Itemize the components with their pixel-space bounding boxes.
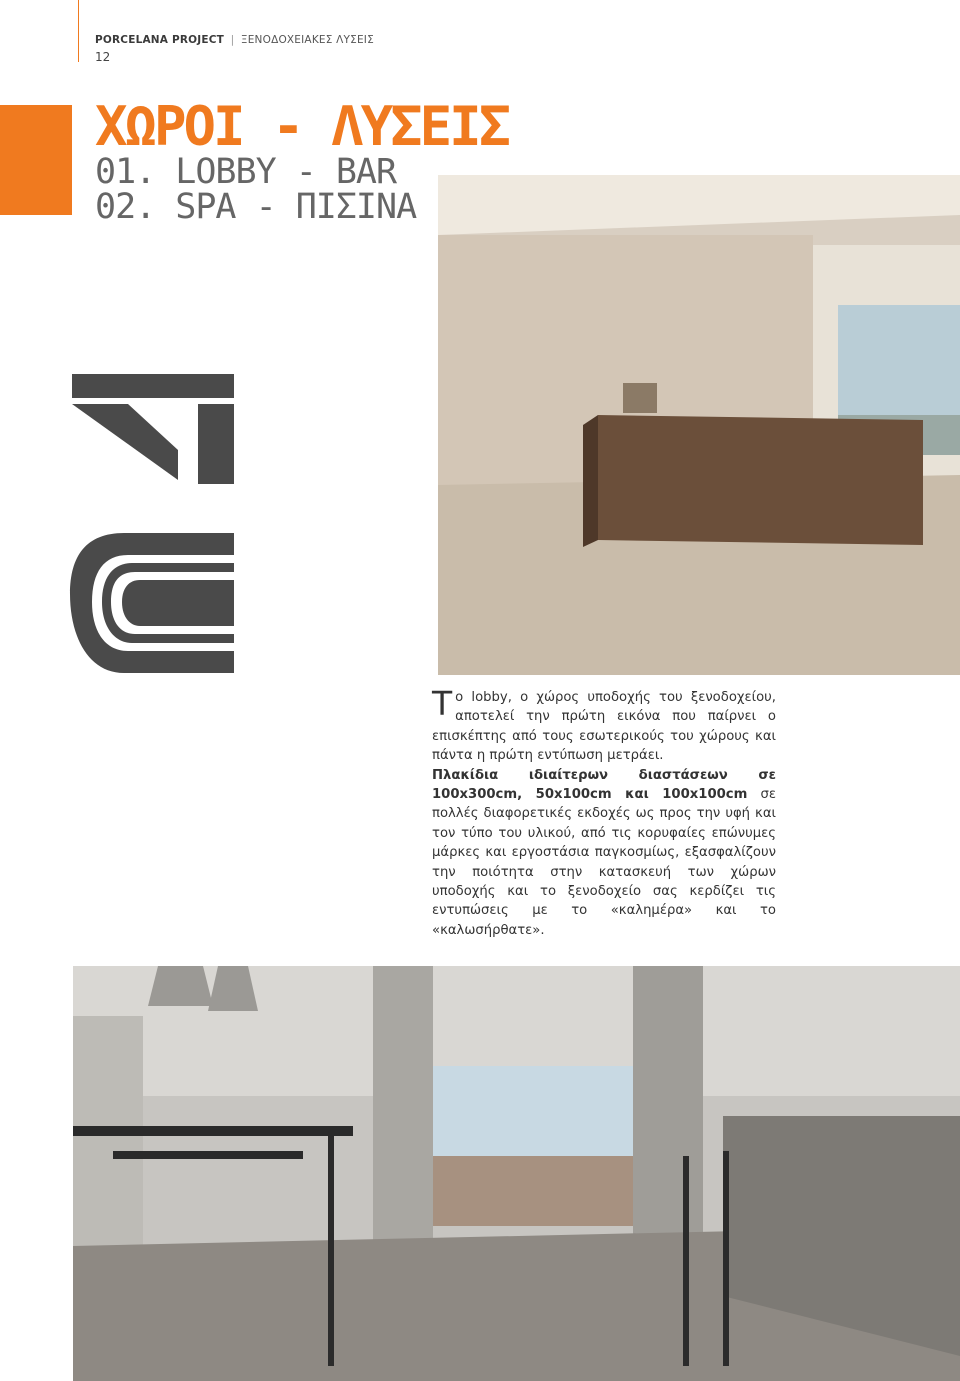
article-body bbox=[432, 684, 776, 940]
page-number: 12 bbox=[95, 50, 111, 64]
lobby-photo bbox=[438, 175, 960, 675]
page-title: ΧΩΡΟΙ - ΛΥΣΕΙΣ bbox=[95, 95, 509, 158]
subtitle-lobby-bar: 01. LOBBY - BAR bbox=[95, 152, 397, 192]
subtitle-spa-pool: 02. SPA - ΠΙΣΙΝΑ bbox=[95, 187, 417, 227]
body-paragraph: σε πολλές διαφορετικές εκδοχές ως προς την υφή και τον τύπο του υλικού, από τις κορυφαίες επώνυμες μάρκες και εργοστάσια παγκοσμίως, εξασφαλίζουν την ποιότητα στην κατασκευή των χώρων υποδοχής και το ξενοδοχείο σας κερδίζει τις εντυπώσεις με το «καλημέρα» και το «καλωσήρθατε». bbox=[432, 787, 776, 938]
drop-cap: Τ bbox=[432, 684, 453, 723]
intro-paragraph: ο lobby, ο χώρος υποδοχής του ξενοδοχείου, αποτελεί την πρώτη εικόνα που παίρνει ο επισκέπτης από τους εσωτερικούς του χώρους και πάντα η πρώτη εντύπωση μετράει. bbox=[432, 690, 776, 764]
numeral-zero-shape bbox=[70, 533, 234, 673]
header-divider bbox=[78, 0, 79, 62]
section-name: ΞΕΝΟΔΟΧΕΙΑΚΕΣ ΛΥΣΕΙΣ bbox=[240, 34, 374, 46]
bar-cafe-photo bbox=[73, 966, 960, 1381]
accent-block bbox=[0, 105, 72, 215]
numeral-one-shape bbox=[72, 374, 234, 484]
section-numeral-01 bbox=[66, 368, 238, 678]
running-header bbox=[95, 34, 374, 46]
header-separator: | bbox=[230, 34, 235, 46]
tile-sizes-highlight: Πλακίδια ιδιαίτερων διαστάσεων σε 100x300cm, 50x100cm και 100x100cm bbox=[432, 767, 776, 803]
brand-name: PORCELANA PROJECT bbox=[95, 34, 225, 46]
